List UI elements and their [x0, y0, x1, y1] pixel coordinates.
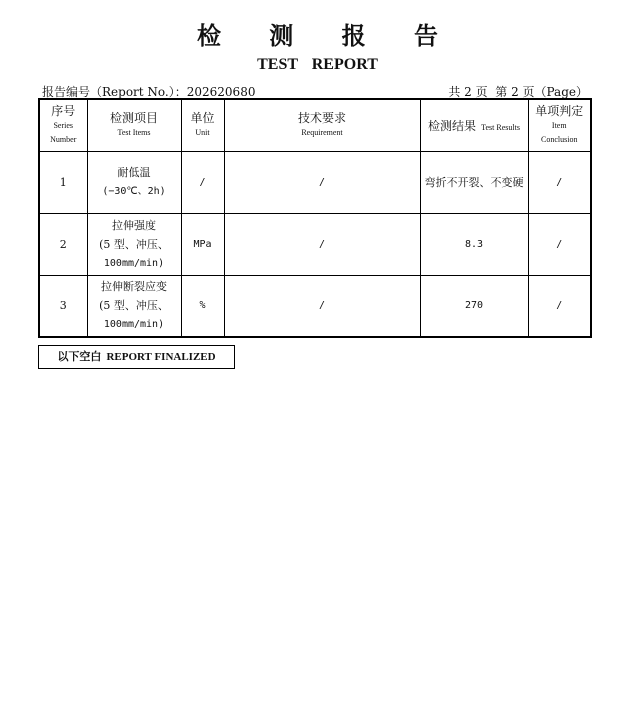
item-line-3: 100mm/min): [103, 257, 165, 269]
row-conclusion: /: [528, 151, 591, 213]
report-number: 202620680: [186, 85, 256, 99]
header-conclusion-en2: Conclusion: [541, 134, 578, 144]
header-results: [420, 99, 528, 151]
item-line-3: 100mm/min): [103, 319, 165, 331]
report-title-en: TEST REPORT: [257, 56, 378, 73]
header-results-en: Test Results: [481, 123, 520, 133]
header-requirement: [224, 99, 420, 151]
report-title-cn: 检 测 报 告: [196, 21, 459, 50]
header-conclusion: [528, 99, 591, 151]
header-conclusion-en1: Item: [551, 120, 567, 130]
header-results-cn: 检测结果: [428, 119, 477, 134]
item-line-2: (5 型、冲压、: [99, 237, 169, 251]
header-series-cn: 序号: [51, 103, 76, 118]
row-test-item: [87, 275, 181, 337]
header-items-cn: 检测项目: [109, 110, 158, 125]
row-requirement: /: [224, 213, 420, 275]
item-line-2: (−30℃、2h): [102, 186, 166, 197]
row-result: 270: [420, 275, 528, 337]
row-conclusion: /: [528, 275, 591, 337]
footer-blank-below: 以下空白: [57, 350, 102, 363]
row-unit: /: [181, 151, 224, 213]
table-row: [39, 151, 591, 213]
row-requirement: /: [224, 151, 420, 213]
report-finalized-box: [38, 345, 235, 369]
header-conclusion-cn: 单项判定: [535, 103, 584, 118]
table-header-row: [39, 99, 591, 151]
row-test-item: [87, 151, 181, 213]
item-line-1: 耐低温: [117, 166, 151, 179]
row-number: 2: [39, 213, 87, 275]
row-test-item: [87, 213, 181, 275]
row-requirement: /: [224, 275, 420, 337]
row-unit: MPa: [181, 213, 224, 275]
header-req-cn: 技术要求: [297, 110, 346, 125]
table-row: [39, 275, 591, 337]
row-result: 弯折不开裂、不变硬: [420, 151, 528, 213]
header-req-en: Requirement: [301, 127, 343, 137]
header-series: [39, 99, 87, 151]
item-line-1: 拉伸强度: [112, 218, 156, 232]
results-table: [38, 98, 592, 338]
report-number-label: 报告编号（Report No.）：: [42, 85, 187, 99]
header-series-en2: Number: [50, 134, 77, 144]
page-info: 共 2 页 第 2 页（Page）: [448, 85, 588, 99]
item-line-2: (5 型、冲压、: [99, 299, 169, 313]
row-number: 3: [39, 275, 87, 337]
header-items: [87, 99, 181, 151]
header-unit: [181, 99, 224, 151]
row-conclusion: /: [528, 213, 591, 275]
header-unit-en: Unit: [195, 127, 210, 137]
row-result: 8.3: [420, 213, 528, 275]
footer-finalized: REPORT FINALIZED: [106, 351, 216, 363]
header-series-en1: Series: [53, 120, 74, 130]
header-items-en: Test Items: [117, 127, 151, 137]
table-row: [39, 213, 591, 275]
row-unit: %: [181, 275, 224, 337]
row-number: 1: [39, 151, 87, 213]
item-line-1: 拉伸断裂应变: [101, 280, 167, 294]
header-unit-cn: 单位: [190, 110, 215, 125]
